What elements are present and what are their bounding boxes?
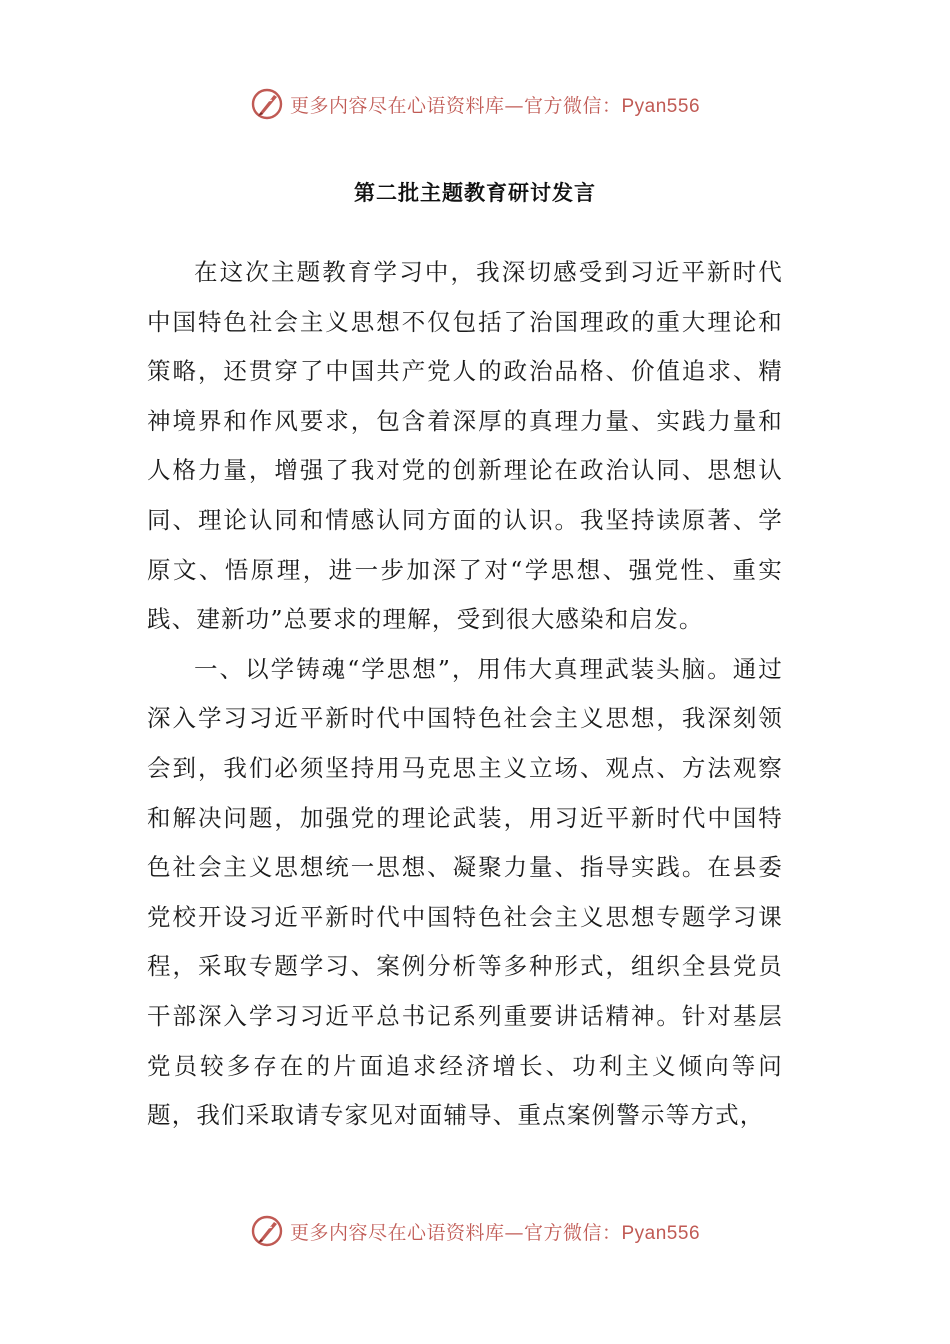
- watermark-text: 更多内容尽在心语资料库—官方微信：Pyan556: [289, 94, 701, 117]
- watermark-text: 更多内容尽在心语资料库—官方微信：Pyan556: [289, 1221, 701, 1244]
- quill-pen-logo-icon: [250, 1214, 284, 1248]
- paragraph-intro: 在这次主题教育学习中，我深切感受到习近平新时代中国特色社会主义思想不仅包括了治国理政的重大理论和策略，还贯穿了中国共产党人的政治品格、价值追求、精神境界和作风要求，包含着深厚的真理力量、实践力量和人格力量，增强了我对党的创新理论在政治认同、思想认同、理论认同和情感认同方面的认识。我坚持读原著、学原文、悟原理，进一步加深了对“学思想、强党性、重实践、建新功”总要求的理解，受到很大感染和启发。: [147, 258, 783, 634]
- watermark-banner-bottom: [0, 1211, 950, 1251]
- watermark-banner-top: [0, 84, 950, 124]
- wechat-id: Pyan556: [621, 1222, 701, 1244]
- document-body: [147, 248, 783, 1141]
- quill-pen-logo-icon: [250, 87, 284, 121]
- document-title: 第二批主题教育研讨发言: [354, 181, 596, 205]
- paragraph-section-one: 一、以学铸魂“学思想”，用伟大真理武装头脑。通过深入学习习近平新时代中国特色社会主义思想，我深刻领会到，我们必须坚持用马克思主义立场、观点、方法观察和解决问题，加强党的理论武装，用习近平新时代中国特色社会主义思想统一思想、凝聚力量、指导实践。在县委党校开设习近平新时代中国特色社会主义思想专题学习课程，采取专题学习、案例分析等多种形式，组织全县党员干部深入学习习近平总书记系列重要讲话精神。针对基层党员较多存在的片面追求经济增长、功利主义倾向等问题，我们采取请专家见对面辅导、重点案例警示等方式，: [147, 654, 783, 1130]
- wechat-id: Pyan556: [621, 95, 701, 117]
